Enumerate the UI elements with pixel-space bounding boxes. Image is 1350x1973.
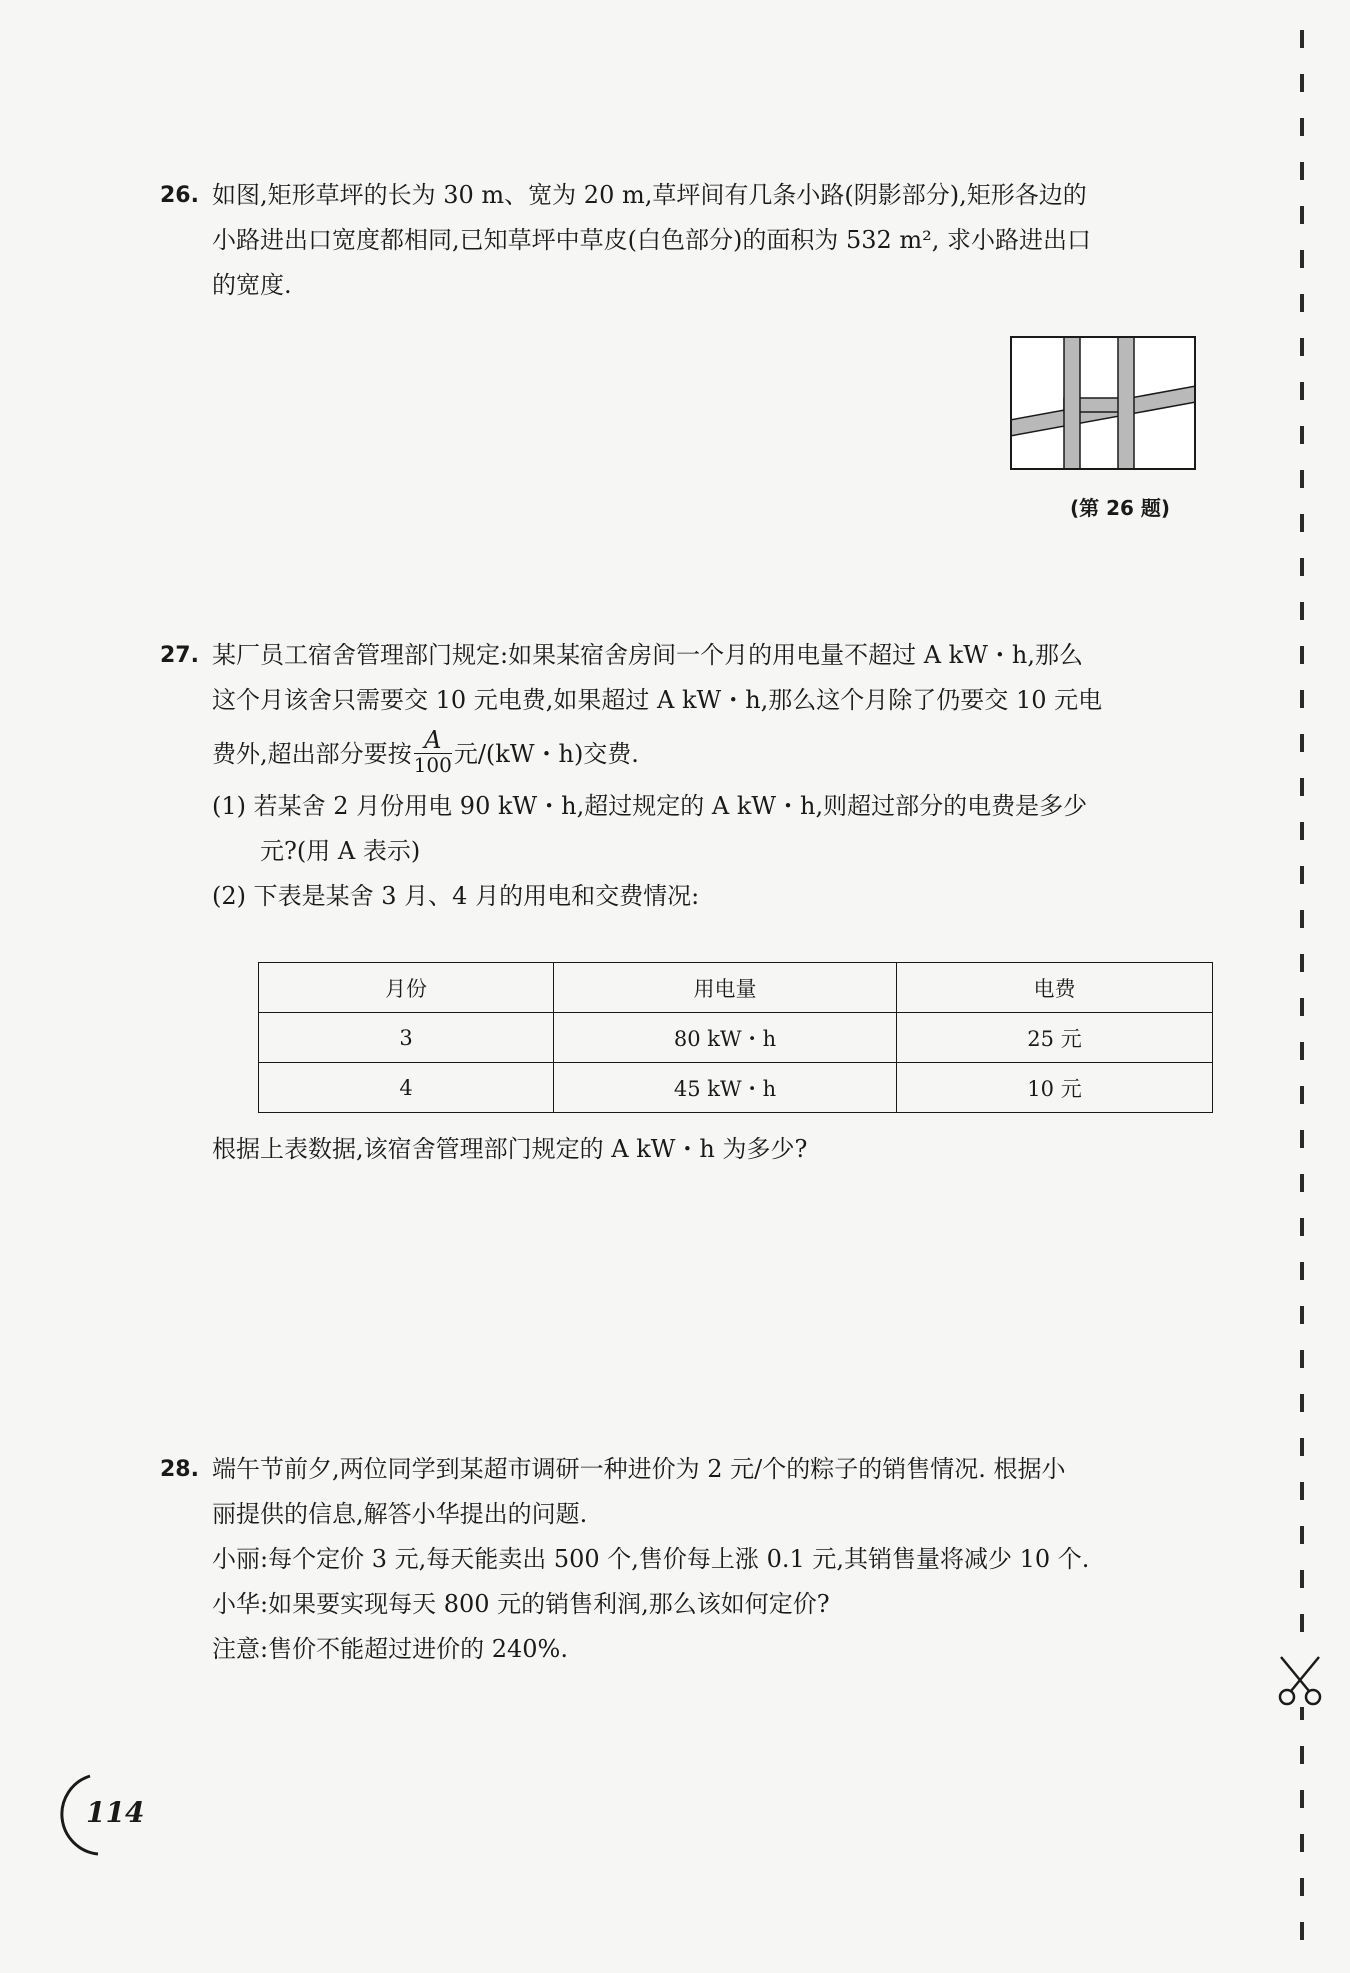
subquestion-1-text: 若某舍 2 月份用电 90 kW・h,超过规定的 A kW・h,则超过部分的电费是多少	[253, 792, 1088, 821]
problem-27-number: 27.	[160, 643, 199, 668]
electricity-table	[258, 962, 1213, 1113]
subquestion-2-text: 下表是某舍 3 月、4 月的用电和交费情况:	[253, 882, 700, 911]
problem-27-line-1: 某厂员工宿舍管理部门规定:如果某宿舍房间一个月的用电量不超过 A kW・h,那么	[212, 641, 1083, 669]
table-header-row	[259, 963, 1213, 1013]
header-fee: 电费	[897, 963, 1213, 1013]
rate-fraction	[414, 727, 452, 776]
problem-28-line-2: 丽提供的信息,解答小华提出的问题.	[212, 1500, 588, 1528]
problem-26-line-1: 如图,矩形草坪的长为 30 m、宽为 20 m,草坪间有几条小路(阴影部分),矩形各边的	[212, 181, 1087, 209]
subquestion-1-continued: 元?(用 A 表示)	[260, 837, 421, 866]
scissors-icon	[1275, 1655, 1325, 1707]
problem-28-number: 28.	[160, 1457, 199, 1482]
problem-27-line-3	[212, 726, 1102, 780]
line-3-after-fraction: 元/(kW・h)交费.	[453, 740, 639, 769]
cell-fee: 10 元	[897, 1063, 1213, 1113]
header-usage: 用电量	[554, 963, 897, 1013]
problem-27-final-question: 根据上表数据,该宿舍管理部门规定的 A kW・h 为多少?	[212, 1135, 808, 1163]
header-month: 月份	[259, 963, 554, 1013]
fraction-numerator: A	[414, 727, 452, 754]
vertical-path-right	[1118, 336, 1134, 470]
problem-28	[160, 1447, 1089, 1672]
subquestion-2	[212, 874, 1102, 919]
problem-28-line-4: 小华:如果要实现每天 800 元的销售利润,那么该如何定价?	[212, 1590, 830, 1618]
cell-usage: 80 kW・h	[554, 1013, 897, 1063]
problem-28-line-1: 端午节前夕,两位同学到某超市调研一种进价为 2 元/个的粽子的销售情况. 根据小	[212, 1455, 1066, 1483]
cell-month: 3	[259, 1013, 554, 1063]
page-number: 114	[86, 1796, 145, 1829]
cell-month: 4	[259, 1063, 554, 1113]
table-row	[259, 1013, 1213, 1063]
problem-28-line-3: 小丽:每个定价 3 元,每天能卖出 500 个,售价每上涨 0.1 元,其销售量将减少 10 个.	[212, 1545, 1090, 1573]
cell-usage: 45 kW・h	[554, 1063, 897, 1113]
cell-fee: 25 元	[897, 1013, 1213, 1063]
problem-28-line-5: 注意:售价不能超过进价的 240%.	[212, 1635, 568, 1663]
figure-caption: (第 26 题)	[1069, 496, 1171, 520]
subquestion-1	[212, 784, 1102, 829]
subquestion-1-label: (1)	[212, 792, 246, 821]
line-3-before-fraction: 费外,超出部分要按	[212, 740, 412, 769]
problem-26	[160, 173, 1091, 308]
problem-27-line-2: 这个月该舍只需要交 10 元电费,如果超过 A kW・h,那么这个月除了仍要交 10 元电	[212, 686, 1103, 714]
problem-26-line-3: 的宽度.	[212, 271, 292, 299]
lawn-path-figure	[1010, 336, 1196, 470]
problem-26-number: 26.	[160, 183, 199, 208]
problem-27	[160, 633, 1102, 919]
fraction-denominator: 100	[413, 753, 452, 778]
subquestion-2-label: (2)	[212, 882, 246, 911]
table-row	[259, 1063, 1213, 1113]
problem-26-line-2: 小路进出口宽度都相同,已知草坪中草皮(白色部分)的面积为 532 m², 求小路进出口	[212, 226, 1092, 254]
vertical-path-left	[1064, 336, 1080, 470]
